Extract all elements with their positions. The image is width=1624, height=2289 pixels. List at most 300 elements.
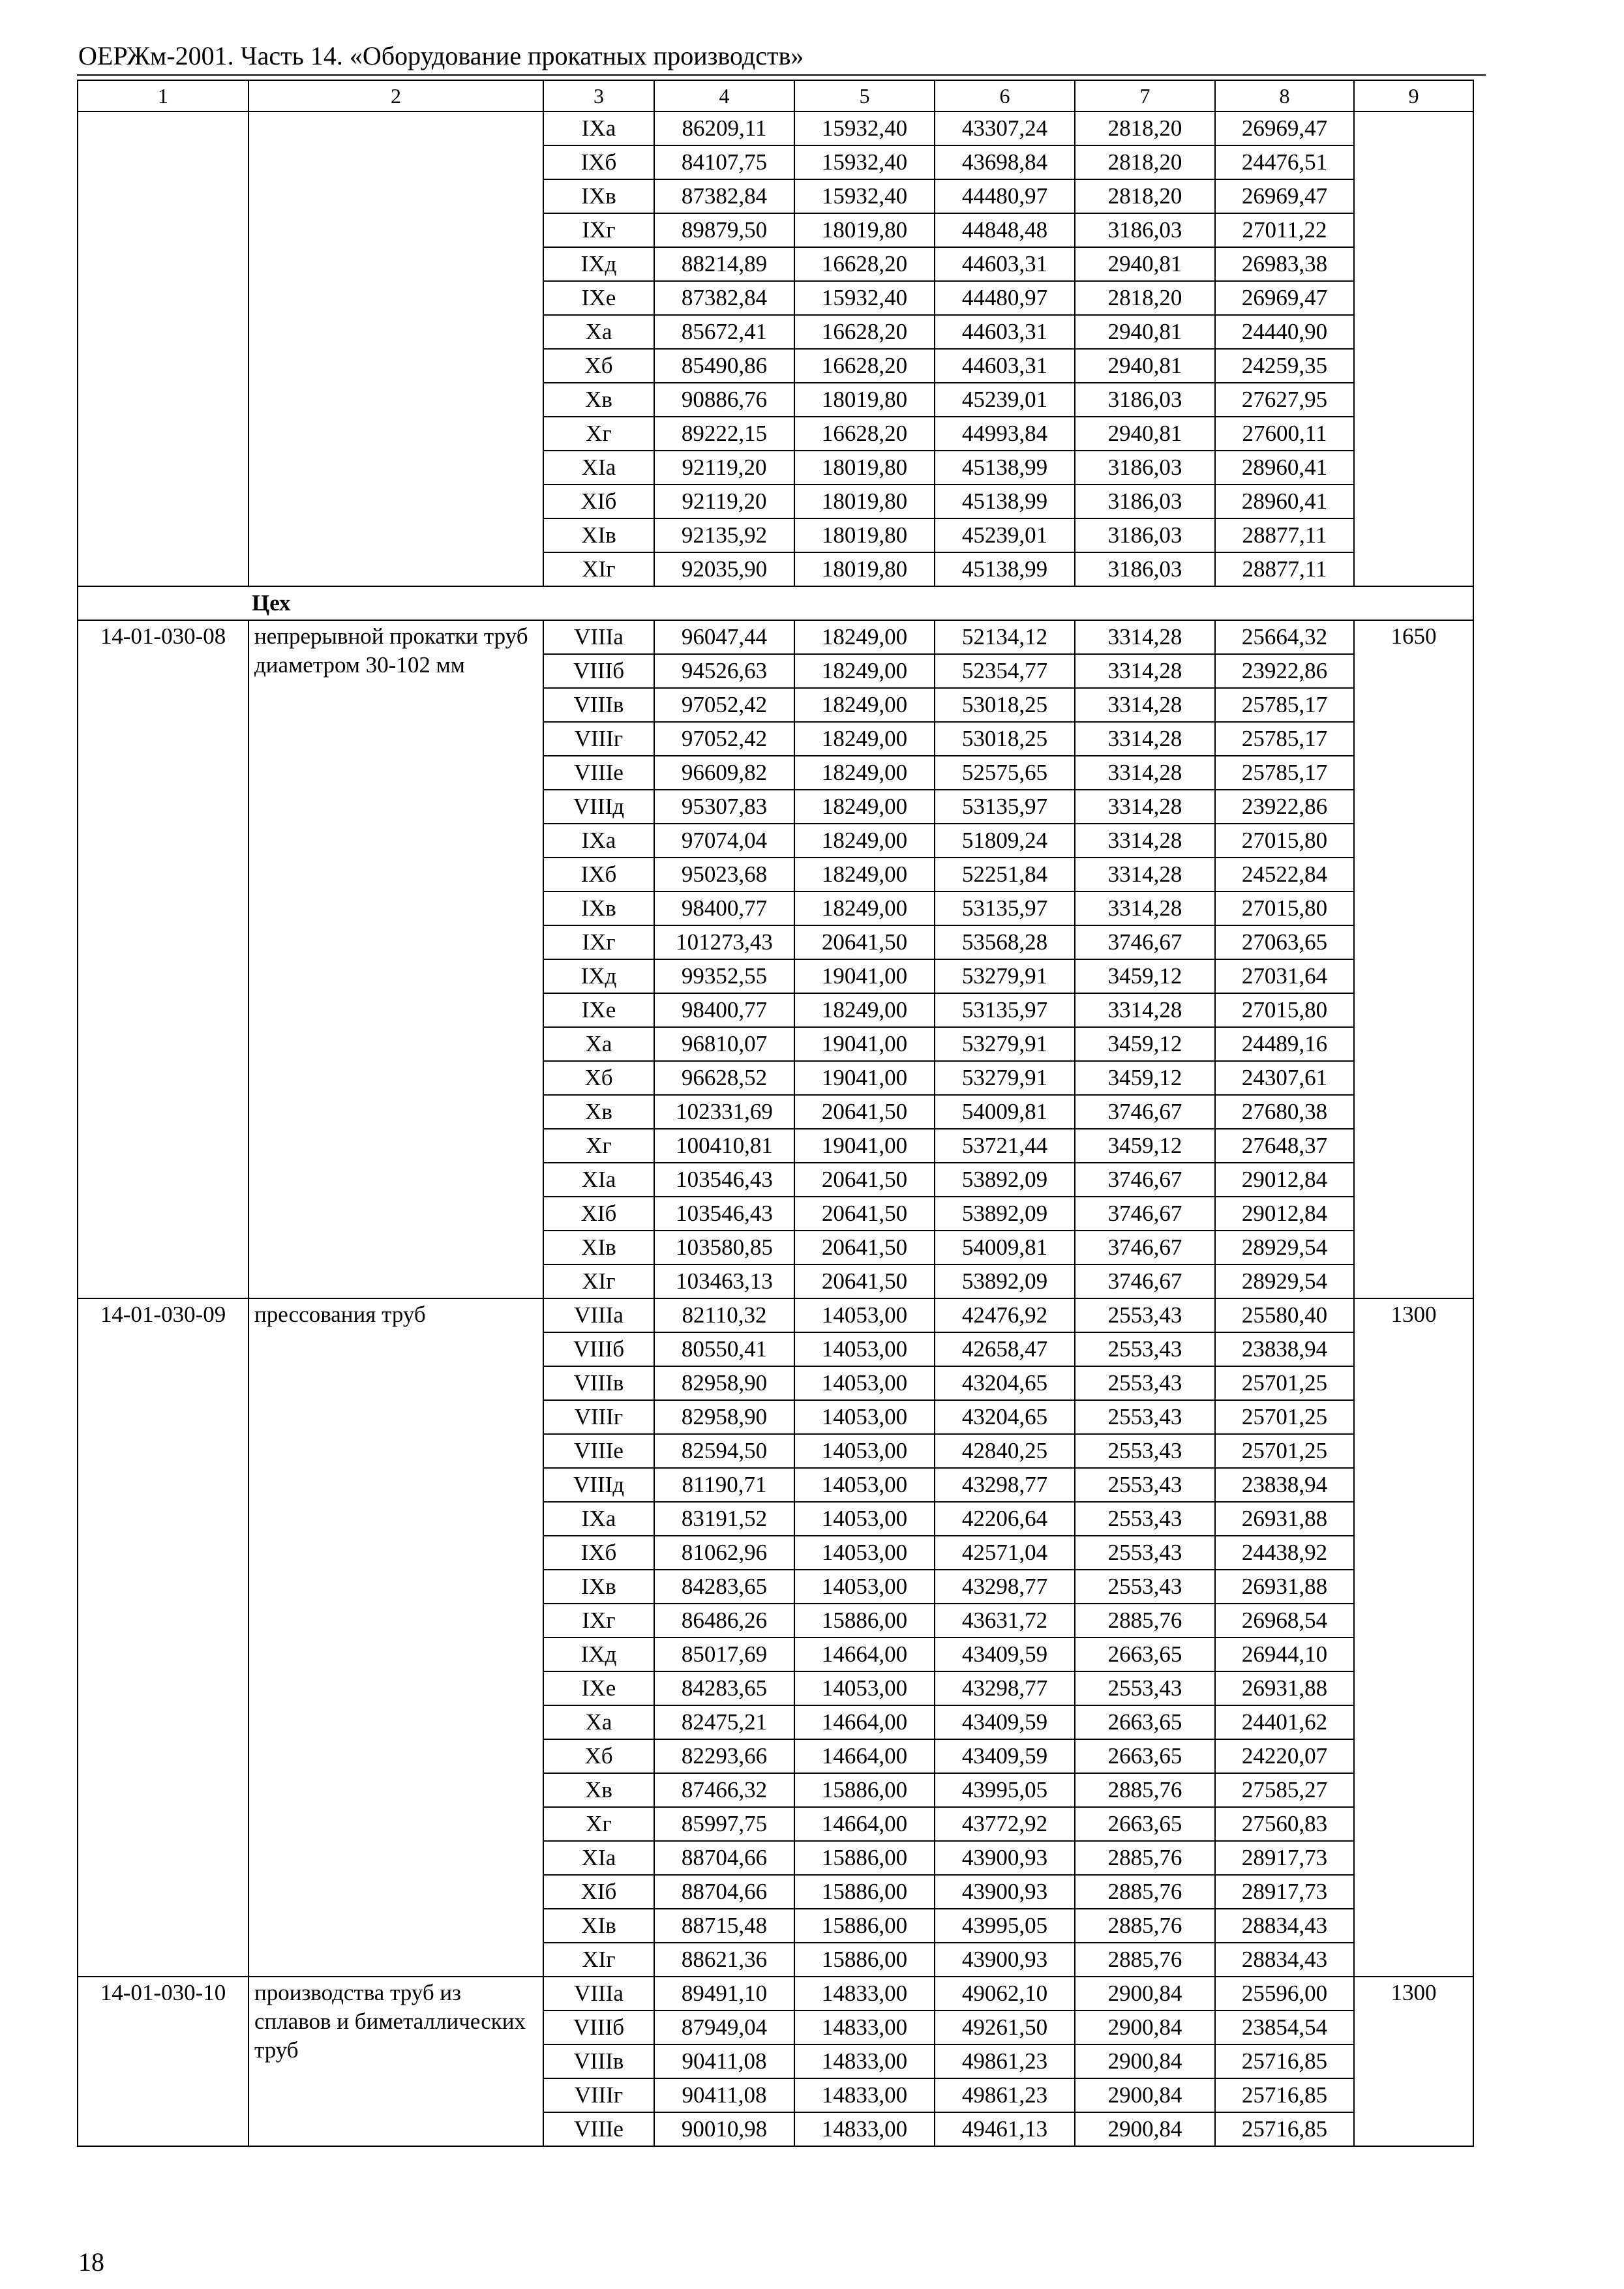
value-cell: 82475,21	[654, 1705, 794, 1739]
section-row	[78, 586, 1473, 620]
value-cell: 14833,00	[794, 2078, 935, 2112]
value-cell: 3314,28	[1075, 824, 1215, 858]
column-number: 7	[1075, 80, 1215, 112]
value-cell: 27015,80	[1215, 824, 1354, 858]
value-cell: 3459,12	[1075, 1061, 1215, 1095]
value-cell: 96047,44	[654, 620, 794, 654]
value-cell: 23854,54	[1215, 2011, 1354, 2044]
value-cell: 24438,92	[1215, 1536, 1354, 1570]
value-cell: 51809,24	[935, 824, 1075, 858]
value-cell: 2900,84	[1075, 1977, 1215, 2011]
value-cell: 15932,40	[794, 145, 935, 179]
value-cell: 92119,20	[654, 451, 794, 485]
value-cell: 53568,28	[935, 925, 1075, 959]
value-cell: 87382,84	[654, 179, 794, 213]
region-cell: Xб	[543, 349, 654, 383]
value-cell: 89491,10	[654, 1977, 794, 2011]
region-cell: XIа	[543, 1163, 654, 1197]
value-cell: 3746,67	[1075, 1231, 1215, 1264]
value-cell: 49062,10	[935, 1977, 1075, 2011]
value-cell: 2553,43	[1075, 1570, 1215, 1604]
value-cell: 3314,28	[1075, 722, 1215, 756]
value-cell: 2818,20	[1075, 112, 1215, 145]
value-cell: 2553,43	[1075, 1400, 1215, 1434]
value-cell: 27648,37	[1215, 1129, 1354, 1163]
region-cell: XIв	[543, 1231, 654, 1264]
value-cell: 52134,12	[935, 620, 1075, 654]
column-number: 6	[935, 80, 1075, 112]
value-cell: 26931,88	[1215, 1570, 1354, 1604]
region-cell: XIг	[543, 1264, 654, 1298]
value-cell: 14833,00	[794, 2044, 935, 2078]
value-cell: 3314,28	[1075, 993, 1215, 1027]
value-cell: 45138,99	[935, 485, 1075, 518]
value-cell: 2900,84	[1075, 2044, 1215, 2078]
value-cell: 14053,00	[794, 1366, 935, 1400]
value-cell: 85997,75	[654, 1807, 794, 1841]
value-cell: 82594,50	[654, 1434, 794, 1468]
value-cell: 28877,11	[1215, 518, 1354, 552]
region-cell: IXд	[543, 1638, 654, 1671]
value-cell: 2940,81	[1075, 417, 1215, 451]
value-cell: 43409,59	[935, 1638, 1075, 1671]
value-cell: 18019,80	[794, 213, 935, 247]
value-cell: 54009,81	[935, 1095, 1075, 1129]
region-cell: VIIIд	[543, 790, 654, 824]
value-cell: 27015,80	[1215, 891, 1354, 925]
value-cell: 16628,20	[794, 349, 935, 383]
value-cell: 102331,69	[654, 1095, 794, 1129]
value-cell: 43772,92	[935, 1807, 1075, 1841]
value-cell: 100410,81	[654, 1129, 794, 1163]
value-cell: 3314,28	[1075, 858, 1215, 891]
value-cell: 27015,80	[1215, 993, 1354, 1027]
value-cell: 28960,41	[1215, 485, 1354, 518]
value-cell: 3459,12	[1075, 959, 1215, 993]
value-cell: 2818,20	[1075, 281, 1215, 315]
value-cell: 15886,00	[794, 1875, 935, 1909]
value-cell: 14664,00	[794, 1739, 935, 1773]
value-cell: 45138,99	[935, 451, 1075, 485]
value-cell: 20641,50	[794, 1163, 935, 1197]
value-cell: 84283,65	[654, 1570, 794, 1604]
value-cell: 2818,20	[1075, 145, 1215, 179]
value-cell: 85017,69	[654, 1638, 794, 1671]
value-cell: 14833,00	[794, 2011, 935, 2044]
value-cell: 28929,54	[1215, 1264, 1354, 1298]
region-cell: VIIIе	[543, 2112, 654, 2146]
value-cell: 82110,32	[654, 1298, 794, 1332]
value-cell: 92135,92	[654, 518, 794, 552]
value-cell: 27600,11	[1215, 417, 1354, 451]
col9-cell	[1354, 112, 1473, 586]
value-cell: 27560,83	[1215, 1807, 1354, 1841]
value-cell: 27011,22	[1215, 213, 1354, 247]
region-cell: IXв	[543, 891, 654, 925]
value-cell: 23922,86	[1215, 654, 1354, 688]
value-cell: 2553,43	[1075, 1332, 1215, 1366]
value-cell: 25785,17	[1215, 688, 1354, 722]
value-cell: 54009,81	[935, 1231, 1075, 1264]
value-cell: 44603,31	[935, 315, 1075, 349]
value-cell: 15932,40	[794, 112, 935, 145]
value-cell: 2663,65	[1075, 1807, 1215, 1841]
value-cell: 28929,54	[1215, 1231, 1354, 1264]
value-cell: 43204,65	[935, 1366, 1075, 1400]
value-cell: 2900,84	[1075, 2112, 1215, 2146]
document-header: ОЕРЖм-2001. Часть 14. «Оборудование прокатных производств»	[78, 41, 804, 70]
column-number: 8	[1215, 80, 1354, 112]
value-cell: 49861,23	[935, 2044, 1075, 2078]
value-cell: 20641,50	[794, 1264, 935, 1298]
value-cell: 43204,65	[935, 1400, 1075, 1434]
value-cell: 24220,07	[1215, 1739, 1354, 1773]
rate-code: 14-01-030-08	[78, 620, 248, 1298]
col9-value: 1300	[1354, 1298, 1473, 1977]
value-cell: 25664,32	[1215, 620, 1354, 654]
value-cell: 18249,00	[794, 824, 935, 858]
value-cell: 87382,84	[654, 281, 794, 315]
value-cell: 2885,76	[1075, 1943, 1215, 1977]
region-cell: VIIIг	[543, 722, 654, 756]
value-cell: 2553,43	[1075, 1468, 1215, 1502]
col9-value: 1300	[1354, 1977, 1473, 2146]
value-cell: 43307,24	[935, 112, 1075, 145]
value-cell: 45239,01	[935, 518, 1075, 552]
value-cell: 27031,64	[1215, 959, 1354, 993]
region-cell: Xб	[543, 1061, 654, 1095]
value-cell: 18019,80	[794, 518, 935, 552]
value-cell: 95307,83	[654, 790, 794, 824]
value-cell: 44993,84	[935, 417, 1075, 451]
section-title: Цех	[78, 586, 1473, 620]
region-cell: XIб	[543, 1875, 654, 1909]
value-cell: 14664,00	[794, 1638, 935, 1671]
value-cell: 96609,82	[654, 756, 794, 790]
value-cell: 89222,15	[654, 417, 794, 451]
value-cell: 25701,25	[1215, 1366, 1354, 1400]
value-cell: 18019,80	[794, 451, 935, 485]
region-cell: IXа	[543, 112, 654, 145]
value-cell: 27680,38	[1215, 1095, 1354, 1129]
value-cell: 26969,47	[1215, 179, 1354, 213]
value-cell: 49461,13	[935, 2112, 1075, 2146]
value-cell: 86486,26	[654, 1604, 794, 1638]
value-cell: 3186,03	[1075, 451, 1215, 485]
value-cell: 16628,20	[794, 417, 935, 451]
value-cell: 45239,01	[935, 383, 1075, 417]
value-cell: 87949,04	[654, 2011, 794, 2044]
value-cell: 42840,25	[935, 1434, 1075, 1468]
value-cell: 43631,72	[935, 1604, 1075, 1638]
value-cell: 27627,95	[1215, 383, 1354, 417]
value-cell: 19041,00	[794, 1129, 935, 1163]
value-cell: 25716,85	[1215, 2078, 1354, 2112]
table-row	[78, 1298, 1473, 1332]
value-cell: 26931,88	[1215, 1671, 1354, 1705]
value-cell: 3314,28	[1075, 790, 1215, 824]
region-cell: IXб	[543, 1536, 654, 1570]
region-cell: IXг	[543, 925, 654, 959]
value-cell: 88715,48	[654, 1909, 794, 1943]
value-cell: 43900,93	[935, 1875, 1075, 1909]
value-cell: 3314,28	[1075, 688, 1215, 722]
value-cell: 18249,00	[794, 756, 935, 790]
value-cell: 29012,84	[1215, 1163, 1354, 1197]
value-cell: 90411,08	[654, 2078, 794, 2112]
rates-table	[77, 80, 1474, 2147]
region-cell: Xв	[543, 383, 654, 417]
value-cell: 82293,66	[654, 1739, 794, 1773]
value-cell: 25701,25	[1215, 1434, 1354, 1468]
value-cell: 25596,00	[1215, 1977, 1354, 2011]
value-cell: 97074,04	[654, 824, 794, 858]
value-cell: 2553,43	[1075, 1671, 1215, 1705]
value-cell: 2553,43	[1075, 1298, 1215, 1332]
value-cell: 89879,50	[654, 213, 794, 247]
table-body	[78, 80, 1473, 2146]
value-cell: 25785,17	[1215, 722, 1354, 756]
column-number: 2	[248, 80, 543, 112]
region-cell: VIIIд	[543, 1468, 654, 1502]
value-cell: 95023,68	[654, 858, 794, 891]
value-cell: 24476,51	[1215, 145, 1354, 179]
value-cell: 15932,40	[794, 179, 935, 213]
value-cell: 3746,67	[1075, 1197, 1215, 1231]
value-cell: 29012,84	[1215, 1197, 1354, 1231]
region-cell: IXб	[543, 858, 654, 891]
value-cell: 14053,00	[794, 1434, 935, 1468]
rate-code: 14-01-030-09	[78, 1298, 248, 1977]
value-cell: 28834,43	[1215, 1909, 1354, 1943]
value-cell: 18019,80	[794, 485, 935, 518]
value-cell: 19041,00	[794, 959, 935, 993]
value-cell: 3186,03	[1075, 383, 1215, 417]
region-cell: VIIIе	[543, 1434, 654, 1468]
value-cell: 14053,00	[794, 1400, 935, 1434]
region-cell: IXв	[543, 179, 654, 213]
region-cell: VIIIб	[543, 2011, 654, 2044]
region-cell: VIIIа	[543, 1298, 654, 1332]
value-cell: 2663,65	[1075, 1638, 1215, 1671]
value-cell: 2663,65	[1075, 1705, 1215, 1739]
value-cell: 90886,76	[654, 383, 794, 417]
value-cell: 101273,43	[654, 925, 794, 959]
value-cell: 3186,03	[1075, 552, 1215, 586]
region-cell: IXд	[543, 247, 654, 281]
table-row	[78, 112, 1473, 145]
value-cell: 28917,73	[1215, 1875, 1354, 1909]
region-cell: VIIIв	[543, 2044, 654, 2078]
region-cell: XIв	[543, 518, 654, 552]
value-cell: 44480,97	[935, 281, 1075, 315]
region-cell: Xг	[543, 1129, 654, 1163]
value-cell: 14833,00	[794, 2112, 935, 2146]
value-cell: 14053,00	[794, 1536, 935, 1570]
value-cell: 28960,41	[1215, 451, 1354, 485]
value-cell: 97052,42	[654, 688, 794, 722]
value-cell: 26931,88	[1215, 1502, 1354, 1536]
value-cell: 53018,25	[935, 688, 1075, 722]
table-row	[78, 1977, 1473, 2011]
value-cell: 85490,86	[654, 349, 794, 383]
value-cell: 42571,04	[935, 1536, 1075, 1570]
value-cell: 80550,41	[654, 1332, 794, 1366]
value-cell: 84107,75	[654, 145, 794, 179]
value-cell: 2885,76	[1075, 1909, 1215, 1943]
value-cell: 2940,81	[1075, 247, 1215, 281]
value-cell: 3186,03	[1075, 213, 1215, 247]
value-cell: 43409,59	[935, 1739, 1075, 1773]
value-cell: 53892,09	[935, 1163, 1075, 1197]
value-cell: 94526,63	[654, 654, 794, 688]
region-cell: XIг	[543, 1943, 654, 1977]
value-cell: 14833,00	[794, 1977, 935, 2011]
rate-name: прессования труб	[248, 1298, 543, 1977]
region-cell: XIв	[543, 1909, 654, 1943]
value-cell: 28877,11	[1215, 552, 1354, 586]
value-cell: 2553,43	[1075, 1536, 1215, 1570]
value-cell: 2885,76	[1075, 1773, 1215, 1807]
value-cell: 82958,90	[654, 1366, 794, 1400]
value-cell: 20641,50	[794, 925, 935, 959]
value-cell: 25716,85	[1215, 2044, 1354, 2078]
value-cell: 14053,00	[794, 1671, 935, 1705]
value-cell: 3314,28	[1075, 620, 1215, 654]
value-cell: 3746,67	[1075, 1264, 1215, 1298]
column-number: 4	[654, 80, 794, 112]
value-cell: 99352,55	[654, 959, 794, 993]
value-cell: 3186,03	[1075, 485, 1215, 518]
region-cell: VIIIг	[543, 1400, 654, 1434]
value-cell: 24259,35	[1215, 349, 1354, 383]
value-cell: 88704,66	[654, 1841, 794, 1875]
region-cell: XIа	[543, 451, 654, 485]
value-cell: 18249,00	[794, 722, 935, 756]
value-cell: 2885,76	[1075, 1841, 1215, 1875]
region-cell: Xб	[543, 1739, 654, 1773]
value-cell: 53135,97	[935, 891, 1075, 925]
region-cell: Xа	[543, 315, 654, 349]
rate-code: 14-01-030-10	[78, 1977, 248, 2146]
value-cell: 3186,03	[1075, 518, 1215, 552]
value-cell: 87466,32	[654, 1773, 794, 1807]
value-cell: 43698,84	[935, 145, 1075, 179]
value-cell: 2553,43	[1075, 1434, 1215, 1468]
value-cell: 14053,00	[794, 1298, 935, 1332]
value-cell: 53279,91	[935, 1061, 1075, 1095]
region-cell: VIIIг	[543, 2078, 654, 2112]
value-cell: 52251,84	[935, 858, 1075, 891]
name-cell	[248, 112, 543, 586]
value-cell: 53892,09	[935, 1264, 1075, 1298]
region-cell: Xа	[543, 1705, 654, 1739]
value-cell: 53892,09	[935, 1197, 1075, 1231]
value-cell: 18249,00	[794, 858, 935, 891]
value-cell: 43900,93	[935, 1841, 1075, 1875]
region-cell: Xг	[543, 417, 654, 451]
value-cell: 18249,00	[794, 790, 935, 824]
value-cell: 44603,31	[935, 349, 1075, 383]
value-cell: 24522,84	[1215, 858, 1354, 891]
value-cell: 2553,43	[1075, 1366, 1215, 1400]
value-cell: 45138,99	[935, 552, 1075, 586]
value-cell: 20641,50	[794, 1095, 935, 1129]
value-cell: 88704,66	[654, 1875, 794, 1909]
value-cell: 81190,71	[654, 1468, 794, 1502]
value-cell: 16628,20	[794, 247, 935, 281]
value-cell: 96628,52	[654, 1061, 794, 1095]
value-cell: 88214,89	[654, 247, 794, 281]
region-cell: IXе	[543, 1671, 654, 1705]
value-cell: 43409,59	[935, 1705, 1075, 1739]
value-cell: 103580,85	[654, 1231, 794, 1264]
value-cell: 84283,65	[654, 1671, 794, 1705]
value-cell: 15886,00	[794, 1604, 935, 1638]
region-cell: XIб	[543, 485, 654, 518]
region-cell: VIIIб	[543, 654, 654, 688]
code-cell	[78, 112, 248, 586]
value-cell: 83191,52	[654, 1502, 794, 1536]
value-cell: 3314,28	[1075, 756, 1215, 790]
value-cell: 44480,97	[935, 179, 1075, 213]
value-cell: 96810,07	[654, 1027, 794, 1061]
table-row	[78, 620, 1473, 654]
value-cell: 26983,38	[1215, 247, 1354, 281]
region-cell: IXб	[543, 145, 654, 179]
value-cell: 42206,64	[935, 1502, 1075, 1536]
page-number: 18	[78, 2247, 104, 2277]
value-cell: 49861,23	[935, 2078, 1075, 2112]
value-cell: 18249,00	[794, 688, 935, 722]
value-cell: 3459,12	[1075, 1129, 1215, 1163]
rate-name: производства труб из сплавов и биметаллических труб	[248, 1977, 543, 2146]
region-cell: VIIIв	[543, 688, 654, 722]
value-cell: 43995,05	[935, 1773, 1075, 1807]
value-cell: 103546,43	[654, 1197, 794, 1231]
value-cell: 90411,08	[654, 2044, 794, 2078]
value-cell: 43298,77	[935, 1671, 1075, 1705]
region-cell: XIг	[543, 552, 654, 586]
region-cell: XIа	[543, 1841, 654, 1875]
value-cell: 18249,00	[794, 993, 935, 1027]
rate-name: непрерывной прокатки труб диаметром 30-102 мм	[248, 620, 543, 1298]
value-cell: 14053,00	[794, 1570, 935, 1604]
value-cell: 26969,47	[1215, 112, 1354, 145]
value-cell: 2940,81	[1075, 315, 1215, 349]
value-cell: 24401,62	[1215, 1705, 1354, 1739]
value-cell: 18019,80	[794, 383, 935, 417]
region-cell: VIIIа	[543, 620, 654, 654]
value-cell: 23838,94	[1215, 1332, 1354, 1366]
value-cell: 52575,65	[935, 756, 1075, 790]
value-cell: 44848,48	[935, 213, 1075, 247]
value-cell: 28834,43	[1215, 1943, 1354, 1977]
value-cell: 3314,28	[1075, 654, 1215, 688]
value-cell: 14053,00	[794, 1332, 935, 1366]
value-cell: 15886,00	[794, 1909, 935, 1943]
value-cell: 53279,91	[935, 959, 1075, 993]
region-cell: Xг	[543, 1807, 654, 1841]
value-cell: 24489,16	[1215, 1027, 1354, 1061]
value-cell: 90010,98	[654, 2112, 794, 2146]
value-cell: 103463,13	[654, 1264, 794, 1298]
value-cell: 25580,40	[1215, 1298, 1354, 1332]
value-cell: 15932,40	[794, 281, 935, 315]
value-cell: 82958,90	[654, 1400, 794, 1434]
value-cell: 19041,00	[794, 1027, 935, 1061]
value-cell: 14053,00	[794, 1468, 935, 1502]
